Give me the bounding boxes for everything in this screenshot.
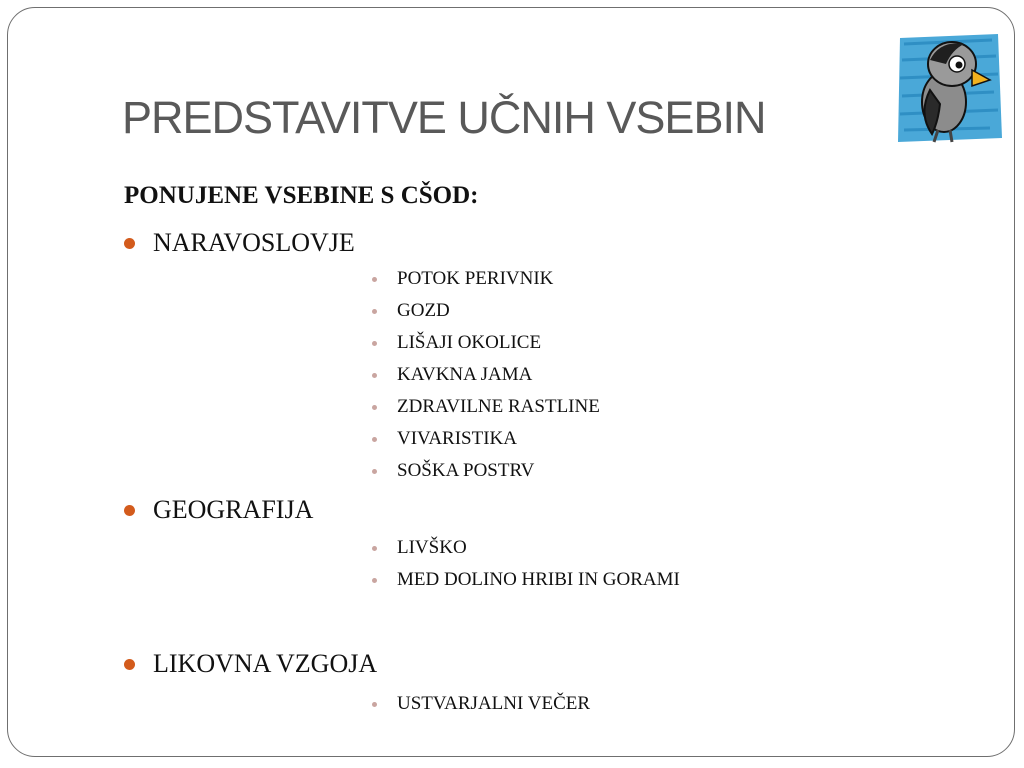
bullet-icon [372, 578, 377, 583]
category-label: NARAVOSLOVJE [153, 228, 355, 257]
slide-frame [7, 7, 1015, 757]
bullet-icon [372, 546, 377, 551]
item-label: SOŠKA POSTRV [397, 460, 535, 481]
bird-mascot-icon [894, 30, 1004, 144]
category-likovna-vzgoja [124, 649, 377, 679]
list-item [372, 268, 553, 290]
bullet-icon [372, 702, 377, 707]
item-label: LIŠAJI OKOLICE [397, 332, 542, 353]
bullet-icon [372, 405, 377, 410]
item-label: USTVARJALNI VEČER [397, 693, 591, 714]
list-item [372, 569, 680, 591]
bullet-icon [372, 341, 377, 346]
list-item [372, 537, 467, 559]
bullet-icon [372, 469, 377, 474]
list-item [372, 364, 532, 386]
list-item [372, 460, 534, 482]
bullet-icon [124, 505, 135, 516]
item-label: GOZD [397, 300, 450, 321]
list-item [372, 428, 517, 450]
list-item [372, 396, 600, 418]
category-geografija [124, 495, 313, 525]
bullet-icon [372, 373, 377, 378]
slide-title: PREDSTAVITVE UČNIH VSEBIN [122, 92, 766, 143]
list-item [372, 332, 541, 354]
item-label: MED DOLINO HRIBI IN GORAMI [397, 569, 680, 590]
item-label: KAVKNA JAMA [397, 364, 533, 385]
bullet-icon [124, 238, 135, 249]
list-item [372, 300, 450, 322]
category-label: GEOGRAFIJA [153, 495, 314, 524]
list-item [372, 693, 590, 715]
bullet-icon [372, 277, 377, 282]
category-label: LIKOVNA VZGOJA [153, 649, 378, 678]
item-label: ZDRAVILNE RASTLINE [397, 396, 600, 417]
bullet-icon [372, 309, 377, 314]
bullet-icon [372, 437, 377, 442]
item-label: LIVŠKO [397, 537, 467, 558]
subtitle: PONUJENE VSEBINE S CŠOD: [124, 182, 479, 209]
bullet-icon [124, 659, 135, 670]
item-label: VIVARISTIKA [397, 428, 517, 449]
category-naravoslovje [124, 228, 355, 258]
item-label: POTOK PERIVNIK [397, 268, 554, 289]
